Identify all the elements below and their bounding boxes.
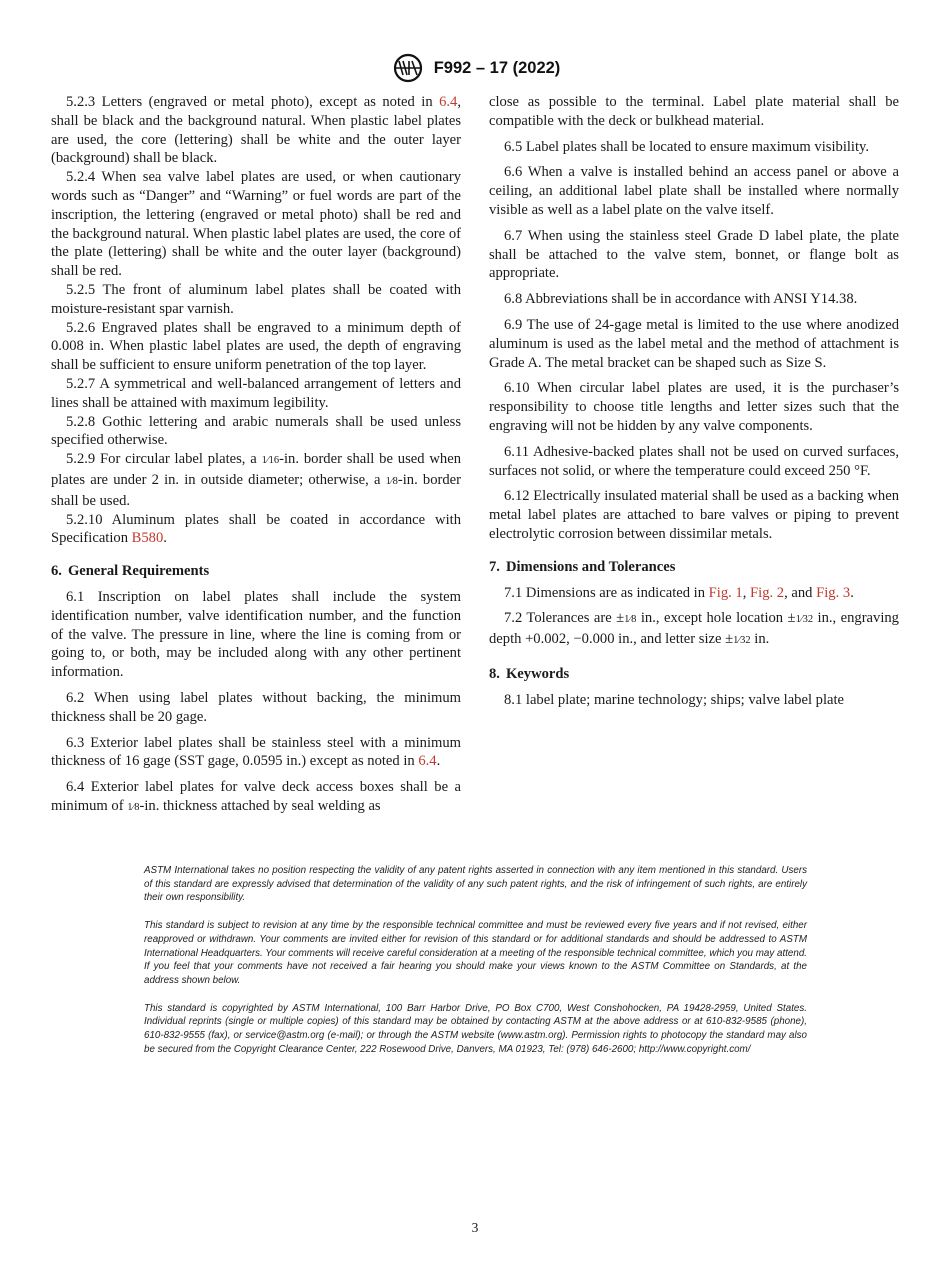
page-number: 3 [471,1220,479,1235]
section-7-heading: 7. Dimensions and Tolerances [489,558,676,575]
figure-3-link[interactable]: Fig. 3 [816,584,851,601]
figure-2-link[interactable]: Fig. 2 [750,584,785,601]
paragraph-5-2-7: 5.2.7 A symmetrical and well-balanced arrangement of letters and lines shall be attained with maximum legibility. [51,375,461,411]
paragraph-5-2-6: 5.2.6 Engraved plates shall be engraved to a minimum depth of 0.008 in. When plastic label plates are used, the depth of engraving shall be sufficient to ensure uniform penetration of the top layer. [51,319,461,374]
revision-notice: This standard is subject to revision at any time by the responsible technical committee and must be reviewed every five years and if not revised, either reapproved or withdrawn. Your comments are invited either for revision of this standard or for additional standards and should be addressed to ASTM International Headquarters. Your comments will receive careful consideration at a meeting of the responsible technical committee, which you may attend. If you feel that your comments have not received a fair hearing you should make your views known to the ASTM Committee on Standards, at the address shown below. [144,920,807,986]
paragraph-5-2-5: 5.2.5 The front of aluminum label plates shall be coated with moisture-resistant spar varnish. [51,281,461,317]
specification-ref-link[interactable]: B580 [131,530,164,547]
paragraph-6-7: 6.7 When using the stainless steel Grade D label plate, the plate shall be attached to the valve stem, bonnet, or flange bolt as appropriate. [489,227,899,282]
copyright-notice: This standard is copyrighted by ASTM International, 100 Barr Harbor Drive, PO Box C700, West Conshohocken, PA 19428-2959, United States. Individual reprints (single or multiple copies) of this standard may be obtained by contacting ASTM at the above address or at 610-832-9585 (phone), 610-832-9555 (fax), or service@astm.org (e-mail); or through the ASTM website (www.astm.org). Permission rights to photocopy the standard may also be secured from the Copyright Clearance Center, 222 Rosewood Drive, Danvers, MA 01923, Tel: (978) 646-2600; http://www.copyright.com/ [144,1002,807,1055]
paragraph-6-5: 6.5 Label plates shall be located to ensure maximum visibility. [504,138,870,155]
document-designation: F992 – 17 (2022) [433,58,561,77]
section-8-heading: 8. Keywords [489,665,570,682]
paragraph-7-1: 7.1 Dimensions are as indicated in Fig. 1, Fig. 2, and Fig. 3. [504,584,854,601]
paragraph-6-8: 6.8 Abbreviations shall be in accordance with ANSI Y14.38. [504,291,858,308]
section-ref-link[interactable]: 6.4 [418,753,437,770]
paragraph-6-6: 6.6 When a valve is installed behind an access panel or above a ceiling, an additional label plate shall be installed where normally visible as well as a label plate on the valve itself. [489,164,899,218]
right-column [489,93,899,710]
left-column [51,93,461,818]
paragraph-5-2-10: 5.2.10 Aluminum plates shall be coated in accordance with Specification B580. [51,511,461,547]
paragraph-6-3: 6.3 Exterior label plates shall be stainless steel with a minimum thickness of 16 gage (SST gage, 0.0595 in.) except as noted in 6.4. [51,734,461,770]
paragraph-6-12: 6.12 Electrically insulated material shall be used as a backing when metal label plates are attached to bare valves or piping to prevent electrolytic corrosion between dissimilar metals. [489,488,899,542]
patent-notice: ASTM International takes no position respecting the validity of any patent rights asserted in connection with any item mentioned in this standard. Users of this standard are expressly advised that determination of the validity of any such patent rights, and the risk of infringement of such rights, are entirely their own responsibility. [144,865,807,904]
figure-1-link[interactable]: Fig. 1 [708,584,743,601]
paragraph-6-9: 6.9 The use of 24-gage metal is limited to the use where anodized aluminum is used as the label metal and the method of attachment is Grade A. The metal bracket can be shaped such as Size S. [489,316,899,371]
paragraph-6-11: 6.11 Adhesive-backed plates shall not be used on curved surfaces, surfaces not solid, or where the temperature could exceed 250 °F. [489,443,899,479]
paragraph-5-2-4: 5.2.4 When sea valve label plates are used, or when cautionary words such as “Danger” and “Warning” or fuel words are part of the inscription, the lettering (engraved or metal photo) shall be red and the background natural. When plastic label plates are used, the core of the plate (lettering) shall be white and the outer layer (background) shall be red. [51,169,461,280]
paragraph-6-4-continued: close as possible to the terminal. Label plate material shall be compatible with the deck or bulkhead material. [489,94,899,129]
section-ref-link[interactable]: 6.4 [439,94,458,110]
section-6-heading: 6. General Requirements [51,563,210,580]
paragraph-5-2-3: 5.2.3 Letters (engraved or metal photo), except as noted in 6.4, shall be black and the background natural. When plastic label plates are used, the core (lettering) shall be white and the outer layer (background) shall be black. [51,94,461,167]
paragraph-6-10: 6.10 When circular label plates are used, it is the purchaser’s responsibility to choose title lengths and letter sizes such that the engraving will not be hidden by any valve components. [489,380,899,434]
paragraph-5-2-8: 5.2.8 Gothic lettering and arabic numerals shall be used unless specified otherwise. [51,413,461,449]
paragraph-6-2: 6.2 When using label plates without backing, the minimum thickness shall be 20 gage. [51,689,461,725]
legal-footnotes [144,864,807,1070]
paragraph-5-2-9: 5.2.9 For circular label plates, a 1⁄16-in. border shall be used when plates are under 2 in. in outside diameter; otherwise, a 1⁄8-in. border shall be used. [51,451,462,509]
paragraph-7-2: 7.2 Tolerances are ±1⁄8 in., except hole location ±1⁄32 in., engraving depth +0.002, −0.000 in., and letter size ±1⁄32 in. [489,610,899,648]
paragraph-6-1: 6.1 Inscription on label plates shall include the system identification number, valve identification number, and the function of the valve. The pressure in line, where the line is coming from or going to, or both, may be included along with any other pertinent information. [51,588,461,681]
paragraph-8-1: 8.1 label plate; marine technology; ships; valve label plate [504,691,845,708]
page-header [0,52,950,84]
paragraph-6-4: 6.4 Exterior label plates for valve deck access boxes shall be a minimum of 1⁄8-in. thickness attached by seal welding as [51,779,461,814]
astm-logo-icon [390,53,426,83]
